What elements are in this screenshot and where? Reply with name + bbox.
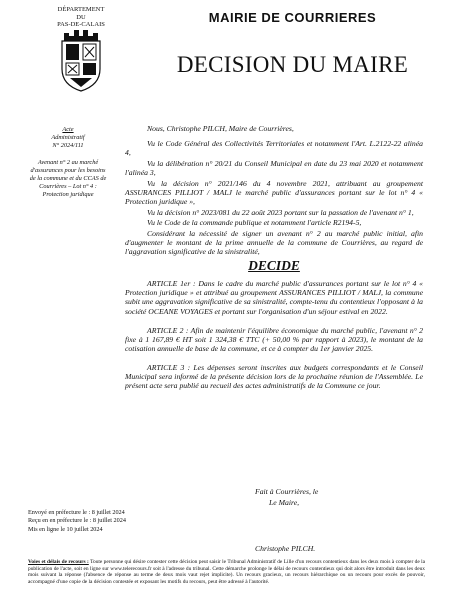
mayor-title: Le Maire, <box>269 497 300 507</box>
considerant-item: Vu le Code Général des Collectivités Territoriales et notamment l'Art. L.2122-22 alinéa 4, <box>125 139 423 158</box>
decide-heading: DECIDE <box>248 258 300 274</box>
signature-name: Christophe PILCH. <box>255 544 316 553</box>
article-1: ARTICLE 1er : Dans le cadre du marché public d'assurances portant sur le lot n° 4 « Protection juridique » et attribué au groupement ASSURANCES PILLIOT / MALJ, la commune subit une aggravation significative de sa sinistralité, compte-tenu du contentieux l'opposant à la société OCEANE VOYAGES et portant sur l'organisation d'un séjour estival en 2022. <box>125 279 423 316</box>
department-line-3: PAS-DE-CALAIS <box>57 21 105 28</box>
appeal-notice <box>28 559 425 585</box>
department-line-2: DU <box>76 13 86 21</box>
appeal-notice-lead: Voies et délais de recours : <box>28 559 89 565</box>
sent-line: Envoyé en préfecture le : 8 juillet 2024 <box>28 509 125 516</box>
department-line-1: DÉPARTEMENT <box>57 6 105 13</box>
place-date-line: Fait à Courrières, le <box>255 487 319 496</box>
appeal-notice-text: Toute personne qui désire contester cette décision peut saisir le Tribunal Administratif de Lille d'un recours contentieux dans les deux mois à compter de la publication de l'acte, soit en ligne sur www.telerecours.fr soit à l'adresse du tribunal. Cette démarche prolonge le délai de recours contentieux qui doit alors être introduit dans les deux mois suivant la réponse (l'absence de réponse au terme de deux mois vaut rejet implicite). Un recours gracieux, un recours hiérarchique ou un recours pour excès de pouvoir, accompagné d'une copie de la décision contestée et exposant les motifs du recours, peut être adressé à l'autorité. <box>28 559 425 585</box>
transmission-info <box>28 509 228 534</box>
article-2: ARTICLE 2 : Afin de maintenir l'équilibre économique du marché public, l'avenant n° 2 fixe à 1 167,89 € HT soit 1 324,38 € TTC (+ 50,00 % par rapport à 2023), le montant de la cotisation annuelle de base de la commune, et ce à compter du 1er janvier 2025. <box>125 325 423 353</box>
department-header <box>40 6 122 29</box>
closing-block <box>255 487 375 508</box>
considerant-item: Considérant la nécessité de signer un avenant n° 2 au marché public initial, afin d'augmenter le montant de la prime annuelle de la commune de Courrières, au regard de l'aggravation significative de la sinistralité, <box>125 228 423 257</box>
mairie-title: MAIRIE DE COURRIERES <box>208 10 377 25</box>
intro-line: Nous, Christophe PILCH, Maire de Courrières, <box>147 124 294 133</box>
article-3: ARTICLE 3 : Les dépenses seront inscrites aux budgets correspondants et le Conseil Municipal sera informé de la présente décision lors de la prochaine réunion de l'Assemblée. Le présent acte sera publié au recueil des actes administratifs de la Commune ce jour. <box>125 362 423 391</box>
considerant-item: Vu le Code de la commande publique et notamment l'article R2194-5, <box>147 218 362 228</box>
act-label: Acte <box>62 126 74 133</box>
considerant-item: Vu la décision n° 2023/081 du 22 août 2023 portant sur la passation de l'avenant n° 1, <box>147 207 414 217</box>
act-reference <box>28 126 108 198</box>
town-crest-icon <box>56 27 106 93</box>
act-subject: Avenant n° 2 au marché d'assurances pour les besoins de la commune et du CCAS de Courrières – Lot n° 4 : Protection juridique <box>29 159 107 198</box>
act-number: N° 2024/111 <box>52 141 84 149</box>
considerant-item: Vu la décision n° 2021/146 du 4 novembre 2021, attribuant au groupement ASSURANCES PILLIOT / MALJ le marché public d'assurances portant sur le lot n° 4 « Protection juridique », <box>125 178 423 206</box>
decision-body <box>125 124 423 400</box>
document-title: DECISION DU MAIRE <box>176 52 409 77</box>
received-line: Reçu en en préfecture le : 8 juillet 2024 <box>28 517 126 525</box>
act-type: Administratif <box>51 133 85 141</box>
considerant-item: Vu la délibération n° 20/21 du Conseil Municipal en date du 23 mai 2020 et notamment l'alinéa 3, <box>125 158 423 177</box>
online-line: Mis en ligne le 10 juillet 2024 <box>28 525 103 533</box>
